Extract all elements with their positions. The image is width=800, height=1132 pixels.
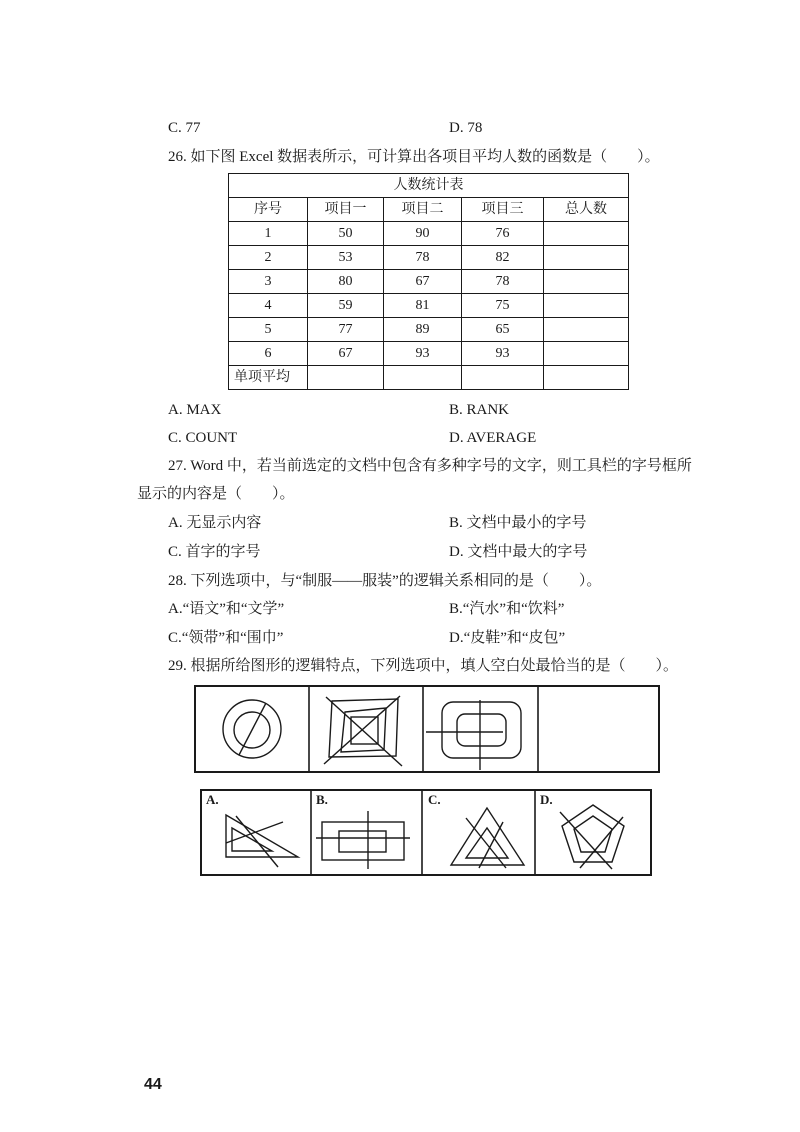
figure-2-line	[324, 696, 400, 764]
table-cell: 5	[229, 318, 308, 342]
option-b-rectangles	[316, 811, 410, 869]
q28-option-b: B.“汽水”和“饮料”	[449, 601, 565, 617]
figure-1-line	[239, 703, 266, 755]
table-cell: 76	[462, 222, 544, 246]
option-d-line	[580, 817, 623, 868]
option-b-outer-rect	[322, 822, 404, 860]
table-cell-empty	[544, 318, 629, 342]
option-a-triangles	[226, 815, 298, 867]
option-c-inner-triangle	[466, 828, 508, 858]
figure-2-line	[326, 697, 402, 766]
table-cell: 80	[308, 270, 384, 294]
option-d-inner-pentagon	[574, 816, 612, 852]
figure-1-outer-circle	[223, 700, 281, 758]
option-c-line	[479, 822, 503, 868]
options-frame	[201, 790, 651, 875]
table-cell: 3	[229, 270, 308, 294]
page-number: 44	[144, 1076, 162, 1093]
table-header-cell: 项目三	[462, 198, 544, 222]
table-cell-empty	[544, 246, 629, 270]
q28-option-c: C.“领带”和“围巾”	[168, 630, 284, 646]
q26-option-a: A. MAX	[168, 402, 222, 418]
option-a-line	[226, 822, 283, 843]
option-d-line	[560, 812, 612, 869]
table-cell: 50	[308, 222, 384, 246]
option-d-label: D.	[540, 792, 553, 807]
table-row	[229, 342, 629, 366]
table-cell: 1	[229, 222, 308, 246]
option-a-label: A.	[206, 792, 219, 807]
option-a-outer-triangle	[226, 815, 298, 857]
table-footer-label: 单项平均	[229, 366, 308, 390]
option-c-outer-triangle	[451, 808, 524, 865]
table-cell: 89	[384, 318, 462, 342]
table-cell-empty	[544, 270, 629, 294]
figure-sequence-row	[195, 686, 659, 772]
option-c-triangles	[451, 808, 524, 868]
table-cell: 78	[384, 246, 462, 270]
figure-1-circles	[223, 700, 281, 758]
table-row	[229, 270, 629, 294]
table-cell-empty	[462, 366, 544, 390]
q28-stem: 28. 下列选项中，与“制服——服装”的逻辑关系相同的是（ ）。	[168, 573, 602, 589]
q27-stem-line2: 显示的内容是（ ）。	[137, 486, 295, 502]
table-cell: 53	[308, 246, 384, 270]
q27-option-a: A. 无显示内容	[168, 515, 262, 531]
table-cell: 67	[384, 270, 462, 294]
statistics-table	[228, 173, 629, 390]
table-cell-empty	[544, 342, 629, 366]
table-cell: 93	[462, 342, 544, 366]
q27-option-c: C. 首字的字号	[168, 544, 261, 560]
table-cell-empty	[384, 366, 462, 390]
q29-stem: 29. 根据所给图形的逻辑特点，下列选项中，填人空白处最恰当的是（ ）。	[168, 658, 679, 674]
table-cell: 6	[229, 342, 308, 366]
table-header-cell: 项目二	[384, 198, 462, 222]
table-cell: 77	[308, 318, 384, 342]
table-cell-empty	[544, 366, 629, 390]
table-row	[229, 294, 629, 318]
table-cell: 78	[462, 270, 544, 294]
q25-option-c: C. 77	[168, 120, 201, 136]
q26-option-d: D. AVERAGE	[449, 430, 537, 446]
table-row	[229, 246, 629, 270]
figure-2-squares	[324, 696, 402, 766]
option-c-line	[466, 818, 506, 868]
table-cell: 4	[229, 294, 308, 318]
table-header-cell: 项目一	[308, 198, 384, 222]
table-title-row	[229, 174, 629, 198]
figure-2-middle-quad	[341, 708, 386, 752]
table-cell: 59	[308, 294, 384, 318]
table-cell: 82	[462, 246, 544, 270]
table-title: 人数统计表	[229, 174, 629, 198]
sequence-frame	[195, 686, 659, 772]
figure-2-inner-square	[351, 717, 378, 744]
option-b-inner-rect	[339, 831, 386, 852]
q26-stem: 26. 如下图 Excel 数据表所示，可计算出各项目平均人数的函数是（ ）。	[168, 149, 660, 165]
figure-2-outer-quad	[329, 699, 398, 757]
q28-option-a: A.“语文”和“文学”	[168, 601, 285, 617]
table-header-row	[229, 198, 629, 222]
table-cell-empty	[308, 366, 384, 390]
table-cell: 81	[384, 294, 462, 318]
table-cell-empty	[544, 222, 629, 246]
table-header-cell: 总人数	[544, 198, 629, 222]
option-b-label: B.	[316, 792, 328, 807]
figure-3-outer-rect	[442, 702, 521, 758]
figure-3-inner-rect	[457, 714, 506, 746]
table-row	[229, 222, 629, 246]
q27-stem-line1: 27. Word 中，若当前选定的文档中包含有多种字号的文字，则工具栏的字号框所	[168, 458, 692, 474]
q25-option-d: D. 78	[449, 120, 483, 136]
option-a-line	[236, 816, 278, 867]
table-cell: 90	[384, 222, 462, 246]
table-cell: 65	[462, 318, 544, 342]
q26-option-c: C. COUNT	[168, 430, 238, 446]
answer-options-row	[201, 790, 651, 875]
option-d-pentagons	[560, 805, 624, 869]
table-cell: 2	[229, 246, 308, 270]
table-footer-row	[229, 366, 629, 390]
q27-option-d: D. 文档中最大的字号	[449, 544, 588, 560]
option-c-label: C.	[428, 792, 441, 807]
table-cell: 67	[308, 342, 384, 366]
option-a-inner-triangle	[232, 828, 272, 851]
table-cell: 93	[384, 342, 462, 366]
figure-1-inner-circle	[234, 712, 270, 748]
q26-option-b: B. RANK	[449, 402, 510, 418]
table-cell: 75	[462, 294, 544, 318]
table-header-cell: 序号	[229, 198, 308, 222]
option-d-outer-pentagon	[562, 805, 624, 862]
q28-option-d: D.“皮鞋”和“皮包”	[449, 630, 566, 646]
table-cell-empty	[544, 294, 629, 318]
q27-option-b: B. 文档中最小的字号	[449, 515, 587, 531]
table-row	[229, 318, 629, 342]
figure-3-rounded-rects	[426, 700, 521, 770]
